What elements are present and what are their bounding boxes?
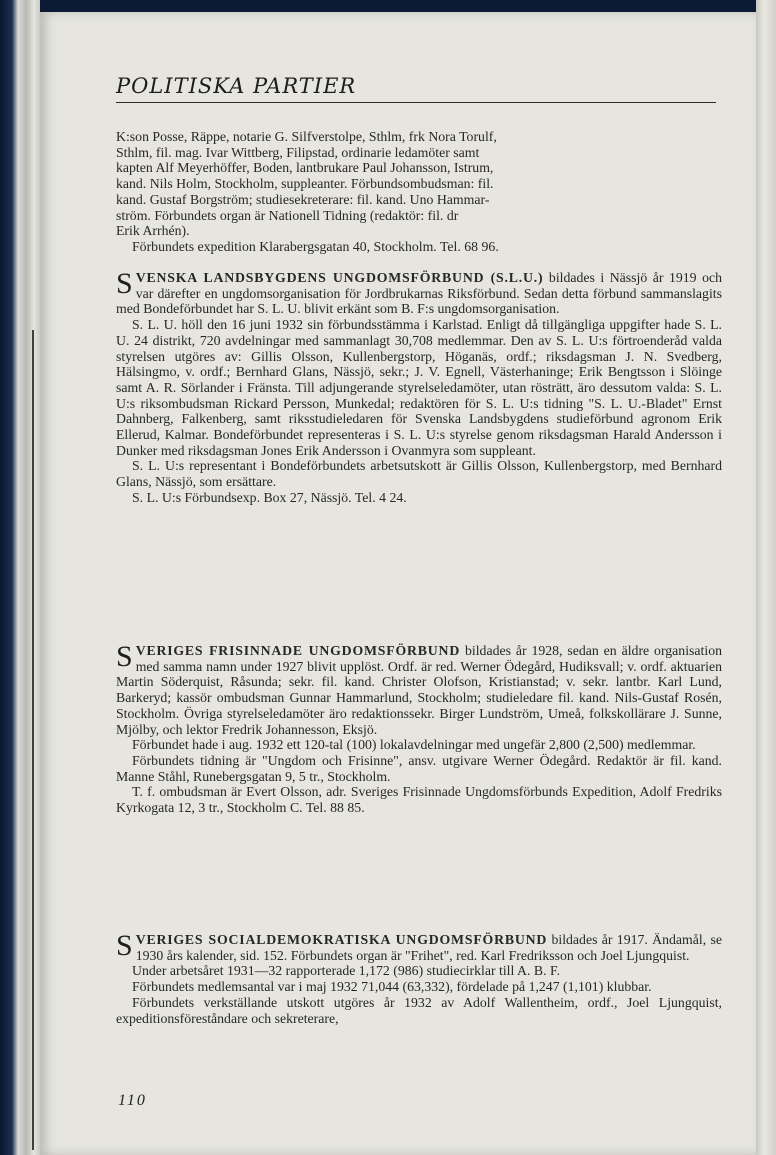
continuation-line: ström. Förbundets organ är Nationell Tidning (redaktör: fil. dr xyxy=(116,207,459,223)
dropcap-letter: S xyxy=(116,640,133,673)
book-spine xyxy=(0,0,40,1155)
header-rule xyxy=(116,102,716,103)
continuation-line: K:son Posse, Räppe, notarie G. Silfverstolpe, Sthlm, frk Nora Torulf, xyxy=(116,129,497,144)
section-ssu xyxy=(116,929,722,1026)
section-sfu xyxy=(116,640,722,816)
paragraph-text: bildades år 1917. Ändamål, se 1930 års kalender, sid. 152. Förbundets organ är "Frihet", red. Karl Fredriksson och Joel Ljungquist. xyxy=(135,932,722,963)
continuation-line: Erik Arrhén). xyxy=(116,223,190,239)
continuation-line: Sthlm, fil. mag. Ivar Wittberg, Filipstad, ordinarie ledamöter samt xyxy=(116,144,480,160)
section-heading: VENSKA LANDSBYGDENS UNGDOMSFÖRBUND (S.L.U.) xyxy=(135,270,544,285)
paragraph-text: bildades år 1928, sedan en äldre organisation med samma namn under 1927 blivit upplöst. Ordf. är red. Werner Ödegård, Hudiksvall; v. ordf. aktuarien Martin Söderquist, Råsunda; sekr. fil. kand. Christer Olofson, Kristianstad; v. sekr. lantbr. Karl Lund, Barkeryd; kassör ombudsman Gunnar Hammarlund, Stockholm; studieledare fil. kand. Nils-Gustaf Rosén, Stockholm. Övriga styrelseledamöter äro redaktionssekr. Birger Lundström, Umeå, folkskollärare J. Sunne, Mjölby, och lektor Fredrik Johannesson, Eksjö. xyxy=(116,643,722,737)
dropcap-letter: S xyxy=(116,267,133,300)
paragraph: Förbundets tidning är "Ungdom och Frisinne", ansv. utgivare Werner Ödegård. Redaktör är fil. kand. Manne Ståhl, Runebergsgatan 9, 5 tr., Stockholm. xyxy=(116,752,722,784)
next-page-edge xyxy=(756,0,776,1155)
page-number: 110 xyxy=(118,1092,147,1109)
section-heading: VERIGES SOCIALDEMOKRATISKA UNGDOMSFÖRBUND xyxy=(135,932,548,947)
paragraph-text: bildades i Nässjö år 1919 och var därefter en ungdomsorganisation för Jordbrukarnas Riksförbund. Sedan detta förbund sammanslagits med Bondeförbundet har S. L. U. blivit erkänt som B. F:s ungdomsorganisation. xyxy=(116,270,722,317)
running-header: POLITISKA PARTIER xyxy=(116,74,357,98)
continuation-line: kapten Alf Meyerhöffer, Boden, lantbrukare Paul Johansson, Istrum, xyxy=(116,160,494,176)
continuation-line: kand. Nils Holm, Stockholm, suppleanter. Förbundsombudsman: fil. xyxy=(116,176,494,192)
paragraph: Under arbetsåret 1931—32 rapporterade 1,172 (986) studiecirklar till A. B. F. xyxy=(132,963,561,979)
expedition-line: Förbundets expedition Klarabergsgatan 40, Stockholm. Tel. 68 96. xyxy=(132,238,499,254)
section-heading: VERIGES FRISINNADE UNGDOMSFÖRBUND xyxy=(135,643,461,658)
paragraph: Förbundet hade i aug. 1932 ett 120-tal (100) lokalavdelningar med ungefär 2,800 (2,500) medlemmar. xyxy=(132,737,696,753)
section-slu xyxy=(116,267,722,506)
continuation-line: kand. Gustaf Borgström; studiesekreterare: fil. kand. Uno Hammar- xyxy=(116,191,490,207)
paragraph: T. f. ombudsman är Evert Olsson, adr. Sveriges Frisinnade Ungdomsförbunds Expedition, Adolf Fredriks Kyrkogata 12, 3 tr., Stockholm C. Tel. 88 85. xyxy=(116,784,722,816)
paragraph: S. L. U:s Förbundsexp. Box 27, Nässjö. Tel. 4 24. xyxy=(132,489,407,505)
continuation-block xyxy=(116,129,722,255)
paragraph: S. L. U:s representant i Bondeförbundets arbetsutskott är Gillis Olsson, Kullenbergstorp, med Bernhard Glans, Nässjö, som ersättare. xyxy=(116,458,722,490)
paragraph: S. L. U. höll den 16 juni 1932 sin förbundsstämma i Karlstad. Enligt då tillgängliga uppgifter hade S. L. U. 24 distrikt, 720 avdelningar med sammanlagt 30,708 medlemmar. Den av S. L. U:s förtroenderåd valda styrelsen utgöres av: Gillis Olsson, Kullenbergstorp, Höganäs, ordf.; riksdagsman J. N. Svedberg, Hälsingmo, v. ordf.; Bernhard Glans, Nässjö, sekr.; J. V. Egnell, Västerhaninge; Erik Bengtsson i Slöinge samt A. R. Sörlander i Fränsta. Till adjungerande styrelseledamöter, utan rösträtt, äro dessutom valda: S. L. U:s riksombudsman Rickard Persson, Munkedal; redaktören för S. L. U:s tidning "S. L. U.-Bladet" Ernst Dahnberg, Falkenberg, samt riksstudieledaren för Svenska Landsbygdens studieförbund agronom Erik Ellerud, Kalmar. Bondeförbundet representeras i S. L. U:s styrelse genom riksdagsman Harald Andersson i Dunker med riksdagsman Jones Erik Andersson i Ovanmyra som suppleant. xyxy=(116,317,722,458)
dropcap-letter: S xyxy=(116,929,133,962)
paragraph: Förbundets verkställande utskott utgöres år 1932 av Adolf Wallentheim, ordf., Joel Ljungquist, expeditionsföreståndare och sekreterare, xyxy=(116,994,722,1026)
paragraph: Förbundets medlemsantal var i maj 1932 71,044 (63,332), fördelade på 1,247 (1,101) klubbar. xyxy=(132,979,652,995)
